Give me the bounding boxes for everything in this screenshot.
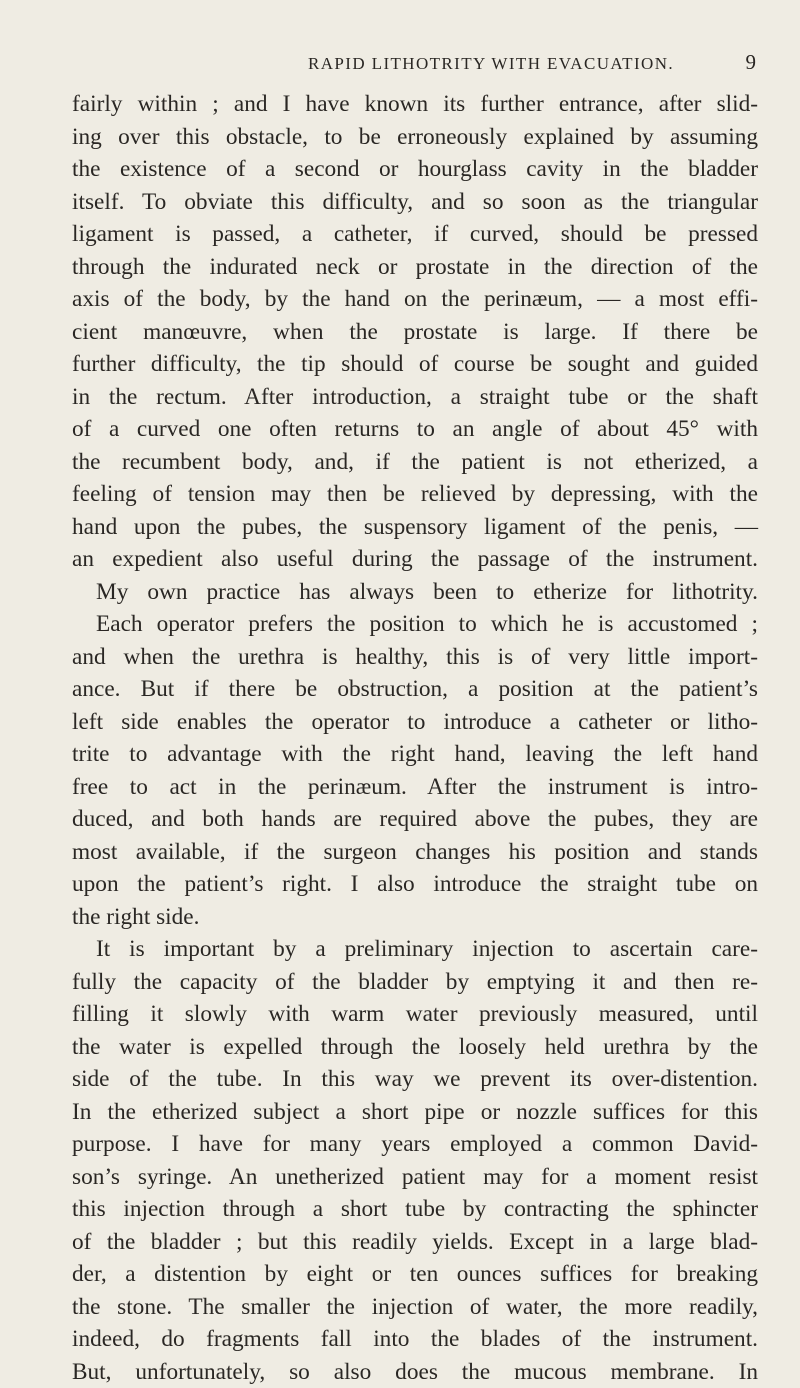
- running-head-title: RAPID LITHOTRITY WITH EVACUATION.: [308, 54, 674, 74]
- text-line: of the bladder ; but this readily yields. Except in a large blad-: [72, 1226, 758, 1259]
- text-line: ing over this obstacle, to be erroneously explained by assuming: [72, 121, 758, 154]
- body-text: [72, 88, 758, 1388]
- text-line: cient manœuvre, when the prostate is large. If there be: [72, 316, 758, 349]
- page-number: 9: [746, 50, 757, 75]
- text-line: side of the tube. In this way we prevent its over-distention.: [72, 1063, 758, 1096]
- text-line: most available, if the surgeon changes his position and stands: [72, 836, 758, 869]
- running-head: [308, 50, 756, 84]
- text-line: feeling of tension may then be relieved by depressing, with the: [72, 478, 758, 511]
- text-line: itself. To obviate this difficulty, and so soon as the triangular: [72, 186, 758, 219]
- text-line: this injection through a short tube by contracting the sphincter: [72, 1193, 758, 1226]
- text-line: duced, and both hands are required above the pubes, they are: [72, 803, 758, 836]
- paragraph-start-line: Each operator prefers the position to which he is accustomed ;: [72, 608, 758, 641]
- text-line: indeed, do fragments fall into the blades of the instrument.: [72, 1323, 758, 1356]
- text-line: left side enables the operator to introduce a catheter or litho-: [72, 706, 758, 739]
- text-line: upon the patient’s right. I also introduce the straight tube on: [72, 868, 758, 901]
- paragraph-start-line: It is important by a preliminary injection to ascertain care-: [72, 933, 758, 966]
- text-line: the recumbent body, and, if the patient is not etherized, a: [72, 446, 758, 479]
- text-line: of a curved one often returns to an angle of about 45° with: [72, 413, 758, 446]
- text-line: an expedient also useful during the passage of the instrument.: [72, 543, 758, 576]
- text-line: through the indurated neck or prostate in the direction of the: [72, 251, 758, 284]
- text-line: hand upon the pubes, the suspensory ligament of the penis, —: [72, 511, 758, 544]
- text-line: purpose. I have for many years employed a common David-: [72, 1128, 758, 1161]
- text-line: the water is expelled through the loosely held urethra by the: [72, 1031, 758, 1064]
- text-line: ance. But if there be obstruction, a position at the patient’s: [72, 673, 758, 706]
- text-line: axis of the body, by the hand on the perinæum, — a most effi-: [72, 283, 758, 316]
- text-line: free to act in the perinæum. After the instrument is intro-: [72, 771, 758, 804]
- text-line: But, unfortunately, so also does the mucous membrane. In: [72, 1356, 758, 1388]
- paragraph-start-line: My own practice has always been to etherize for lithotrity.: [72, 576, 758, 609]
- text-line: son’s syringe. An unetherized patient may for a moment resist: [72, 1161, 758, 1194]
- text-line: ligament is passed, a catheter, if curved, should be pressed: [72, 218, 758, 251]
- text-line: in the rectum. After introduction, a straight tube or the shaft: [72, 381, 758, 414]
- text-line: fairly within ; and I have known its further entrance, after slid-: [72, 88, 758, 121]
- text-line: filling it slowly with warm water previously measured, until: [72, 998, 758, 1031]
- text-line: trite to advantage with the right hand, leaving the left hand: [72, 738, 758, 771]
- text-line: In the etherized subject a short pipe or nozzle suffices for this: [72, 1096, 758, 1129]
- paragraph-end-line: the right side.: [72, 901, 758, 934]
- text-line: fully the capacity of the bladder by emptying it and then re-: [72, 966, 758, 999]
- text-line: and when the urethra is healthy, this is of very little import-: [72, 641, 758, 674]
- text-line: the stone. The smaller the injection of water, the more readily,: [72, 1291, 758, 1324]
- text-line: further difficulty, the tip should of course be sought and guided: [72, 348, 758, 381]
- text-line: der, a distention by eight or ten ounces suffices for breaking: [72, 1258, 758, 1291]
- text-line: the existence of a second or hourglass cavity in the bladder: [72, 153, 758, 186]
